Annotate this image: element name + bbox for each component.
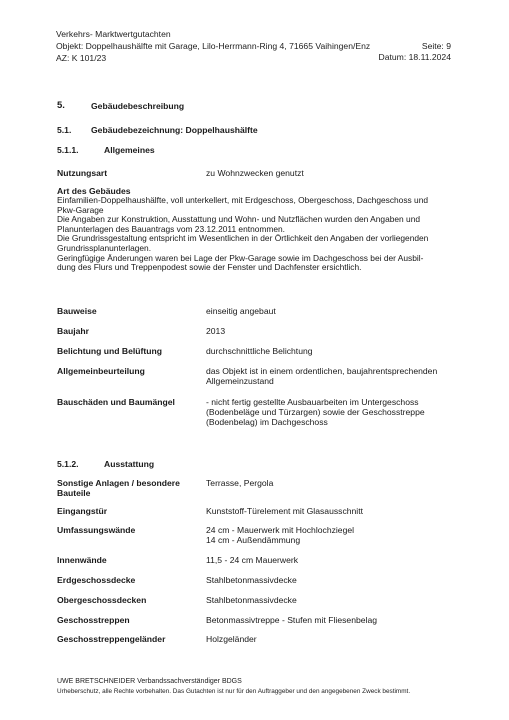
- erdgeschossdecke-label: Erdgeschossdecke: [57, 575, 136, 585]
- erdgeschossdecke-value: Stahlbetonmassivdecke: [206, 575, 297, 585]
- section-5-1-2-title: Ausstattung: [104, 459, 155, 469]
- umfassungswaende-value-line2: 14 cm - Außendämmung: [206, 535, 301, 545]
- footer-author: UWE BRETSCHNEIDER Verbandssachverständiger BDGS: [57, 678, 242, 685]
- belichtung-value: durchschnittliche Belichtung: [206, 346, 313, 356]
- art-paragraph: [57, 196, 452, 273]
- art-line: Planunterlagen des Bauantrags vom 23.12.2011 entnommen.: [57, 223, 285, 234]
- geschosstreppen-label: Geschosstreppen: [57, 615, 130, 625]
- nutzungsart-value: zu Wohnzwecken genutzt: [206, 168, 304, 178]
- art-heading: Art des Gebäudes: [57, 186, 131, 196]
- sonstige-anlagen-value: Terrasse, Pergola: [206, 478, 274, 488]
- sonstige-anlagen-label-line2: Bauteile: [57, 488, 91, 498]
- art-line: Pkw-Garage: [57, 204, 104, 215]
- bauweise-label: Bauweise: [57, 306, 97, 316]
- art-line: Die Grundrissgestaltung entspricht im Wesentlichen in der Örtlichkeit den Angaben der vorliegenden: [57, 233, 429, 244]
- art-line: Die Angaben zur Konstruktion, Ausstattung und Wohn- und Nutzflächen wurden den Angaben und: [57, 214, 421, 225]
- section-5-1-number: 5.1.: [57, 125, 72, 135]
- obergeschossdecken-value: Stahlbetonmassivdecke: [206, 595, 297, 605]
- treppengelaender-label: Geschosstreppengeländer: [57, 634, 166, 644]
- allgemeinbeurteilung-value-line1: das Objekt ist in einem ordentlichen, baujahrentsprechenden: [206, 366, 438, 376]
- section-5-1-1-number: 5.1.1.: [57, 145, 79, 155]
- art-line: Einfamilien-Doppelhaushälfte, voll unterkellert, mit Erdgeschoss, Obergeschoss, Dachgeschoss und: [57, 195, 429, 205]
- eingangstuer-label: Eingangstür: [57, 506, 108, 516]
- obergeschossdecken-label: Obergeschossdecken: [57, 595, 147, 605]
- innenwaende-label: Innenwände: [57, 555, 107, 565]
- bauschaeden-label: Bauschäden und Baumängel: [57, 397, 175, 407]
- bauweise-value: einseitig angebaut: [206, 306, 276, 316]
- section-5-1-title: Gebäudebezeichnung: Doppelhaushälfte: [91, 125, 258, 135]
- allgemeinbeurteilung-label: Allgemeinbeurteilung: [57, 366, 145, 376]
- art-line: Geringfügige Änderungen waren bei Lage der Pkw-Garage sowie im Dachgeschoss bei der Ausbil-: [57, 252, 424, 263]
- section-5-title: Gebäudebeschreibung: [91, 101, 185, 111]
- innenwaende-value: 11,5 - 24 cm Mauerwerk: [206, 555, 299, 565]
- section-5-1-1-title: Allgemeines: [104, 145, 155, 155]
- belichtung-label: Belichtung und Belüftung: [57, 346, 163, 356]
- baujahr-label: Baujahr: [57, 326, 89, 336]
- geschosstreppen-value: Betonmassivtreppe - Stufen mit Fliesenbelag: [206, 615, 378, 625]
- nutzungsart-label: Nutzungsart: [57, 168, 108, 178]
- bauschaeden-value-line3: (Bodenbelag) im Dachgeschoss: [206, 417, 328, 427]
- treppengelaender-value: Holzgeländer: [206, 634, 257, 644]
- page-number: Seite: 9: [421, 41, 451, 51]
- sonstige-anlagen-label-line1: Sonstige Anlagen / besondere: [57, 478, 180, 488]
- bauschaeden-value-line2: (Bodenbeläge und Türzargen) sowie der Geschosstreppe: [206, 407, 425, 417]
- baujahr-value: 2013: [206, 326, 226, 336]
- report-title: Verkehrs- Marktwertgutachten: [56, 29, 171, 39]
- report-date: Datum: 18.11.2024: [378, 52, 451, 62]
- section-5-1-2-number: 5.1.2.: [57, 459, 79, 469]
- umfassungswaende-label: Umfassungswände: [57, 525, 136, 535]
- section-5-number: 5.: [57, 100, 65, 111]
- object-line: Objekt: Doppelhaushälfte mit Garage, Lilo-Herrmann-Ring 4, 71665 Vaihingen/Enz: [56, 41, 371, 51]
- umfassungswaende-value-line1: 24 cm - Mauerwerk mit Hochlochziegel: [206, 525, 355, 535]
- art-line: Grundrissplanunterlagen.: [57, 242, 152, 253]
- art-line: dung des Flurs und Treppenpodest sowie der Fenster und Dachfenster ersichtlich.: [57, 262, 362, 273]
- allgemeinbeurteilung-value-line2: Allgemeinzustand: [206, 376, 274, 386]
- bauschaeden-value-line1: - nicht fertig gestellte Ausbauarbeiten im Untergeschoss: [206, 397, 419, 407]
- file-reference: AZ: K 101/23: [56, 53, 107, 63]
- footer-copyright: Urheberschutz, alle Rechte vorbehalten. Das Gutachten ist nur für den Auftraggeber und den angegebenen Zweck bestimmt.: [57, 688, 411, 695]
- eingangstuer-value: Kunststoff-Türelement mit Glasausschnitt: [206, 506, 363, 516]
